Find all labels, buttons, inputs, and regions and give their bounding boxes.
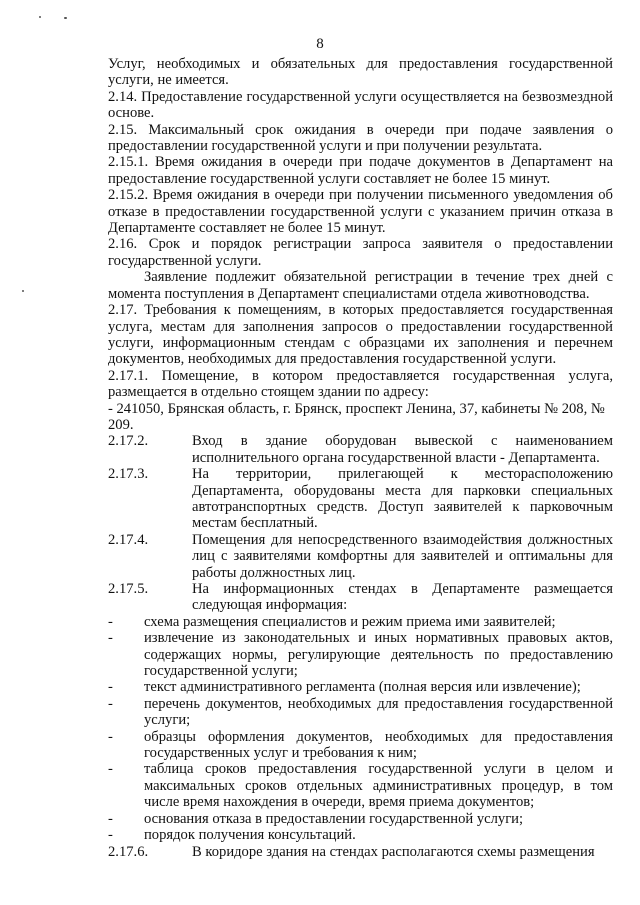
paragraph: 2.15. Максимальный срок ожидания в очереди при подаче заявления о предоставлении государственной услуги и при получении результата.	[108, 121, 613, 155]
list-dash: -	[108, 810, 113, 827]
list-item-text: извлечение из законодательных и иных нормативных правовых актов, содержащих нормы, регулирующие деятельность по предоставлению государственной услуги;	[144, 630, 613, 680]
list-item-text: основания отказа в предоставлении государственной услуги;	[144, 810, 524, 827]
paragraph: 2.17. Требования к помещениям, в которых предоставляется государственная услуга, местам для заполнения запросов о предоставлении государственной услуги, информационным стендам с образцами их заполнения и перечнем документов, необходимых для предоставления государственной услуги.	[108, 302, 613, 368]
paragraph: Заявление подлежит обязательной регистрации в течение трех дней с момента поступления в Департамент специалистами отдела животноводства.	[108, 269, 613, 302]
paragraph: - 241050, Брянская область, г. Брянск, проспект Ленина, 37, кабинеты № 208, № 209.	[108, 400, 605, 433]
numbered-paragraph	[108, 433, 613, 466]
list-dash: -	[108, 695, 113, 712]
list-item	[108, 614, 613, 630]
list-dash: -	[108, 679, 113, 696]
list-item	[108, 679, 613, 695]
scan-speck	[64, 17, 67, 19]
numbered-paragraph	[108, 532, 613, 581]
paragraph: 2.16. Срок и порядок регистрации запроса заявителя о предоставлении государственной услуги.	[108, 236, 613, 269]
paragraph-number: 2.17.6.	[108, 843, 149, 860]
list-item-text: перечень документов, необходимых для предоставления государственной услуги;	[144, 695, 613, 729]
list-item-text: порядок получения консультаций.	[144, 827, 356, 844]
list-item	[108, 827, 613, 843]
paragraph-text: На территории, прилегающей к месторасположению Департамента, оборудованы места для парковки специальных автотранспортных средств. Доступ заявителей к парковочным местам бесплатный.	[192, 466, 613, 532]
list-item-text: образцы оформления документов, необходимых для предоставления государственных услуг и требования к ним;	[144, 728, 613, 762]
scan-speck	[39, 16, 41, 18]
list-item	[108, 729, 613, 762]
list-item	[108, 630, 613, 679]
document-body	[108, 56, 613, 860]
numbered-paragraph	[108, 844, 613, 860]
paragraph-text: На информационных стендах в Департаменте размещается следующая информация:	[192, 581, 613, 614]
list-dash: -	[108, 613, 113, 630]
numbered-paragraph	[108, 466, 613, 532]
paragraph: 2.14. Предоставление государственной услуги осуществляется на безвозмездной основе.	[108, 88, 613, 122]
paragraph-text: Вход в здание оборудован вывеской с наименованием исполнительного органа государственной власти - Департамента.	[192, 433, 613, 466]
paragraph-number: 2.17.3.	[108, 466, 149, 483]
list-dash: -	[108, 728, 113, 745]
list-dash: -	[108, 827, 113, 844]
paragraph: Услуг, необходимых и обязательных для предоставления государственной услуги, не имеется.	[108, 56, 613, 89]
paragraph-text: В коридоре здания на стендах располагаются схемы размещения	[192, 843, 595, 860]
scan-speck	[22, 290, 24, 292]
list-item-text: таблица сроков предоставления государственной услуги в целом и максимальных сроков отдельных административных процедур, в том числе время нахождения в очереди, время приема документов;	[144, 761, 613, 811]
paragraph-text: Помещения для непосредственного взаимодействия должностных лиц с заявителями комфортны для заявителей и оптимальны для работы должностных лиц.	[192, 531, 613, 581]
paragraph: 2.15.1. Время ожидания в очереди при подаче документов в Департамент на предоставление государственной услуги составляет не более 15 минут.	[108, 154, 613, 187]
list-dash: -	[108, 761, 113, 778]
paragraph-number: 2.17.2.	[108, 433, 149, 450]
numbered-paragraph	[108, 581, 613, 614]
list-dash: -	[108, 630, 113, 647]
list-item	[108, 811, 613, 827]
list-item	[108, 696, 613, 729]
page-number: 8	[316, 36, 324, 52]
paragraph: 2.15.2. Время ожидания в очереди при получении письменного уведомления об отказе в предоставлении государственной услуги с указанием причин отказа в Департаменте составляет не более 15 минут.	[108, 187, 613, 237]
list-item-text: текст административного регламента (полная версия или извлечение);	[144, 679, 581, 696]
paragraph: 2.17.1. Помещение, в котором предоставляется государственная услуга, размещается в отдельно стоящем здании по адресу:	[108, 367, 613, 401]
paragraph-number: 2.17.4.	[108, 531, 149, 548]
paragraph-number: 2.17.5.	[108, 581, 149, 597]
list-item	[108, 761, 613, 810]
list-item-text: схема размещения специалистов и режим приема ими заявителей;	[144, 613, 556, 630]
